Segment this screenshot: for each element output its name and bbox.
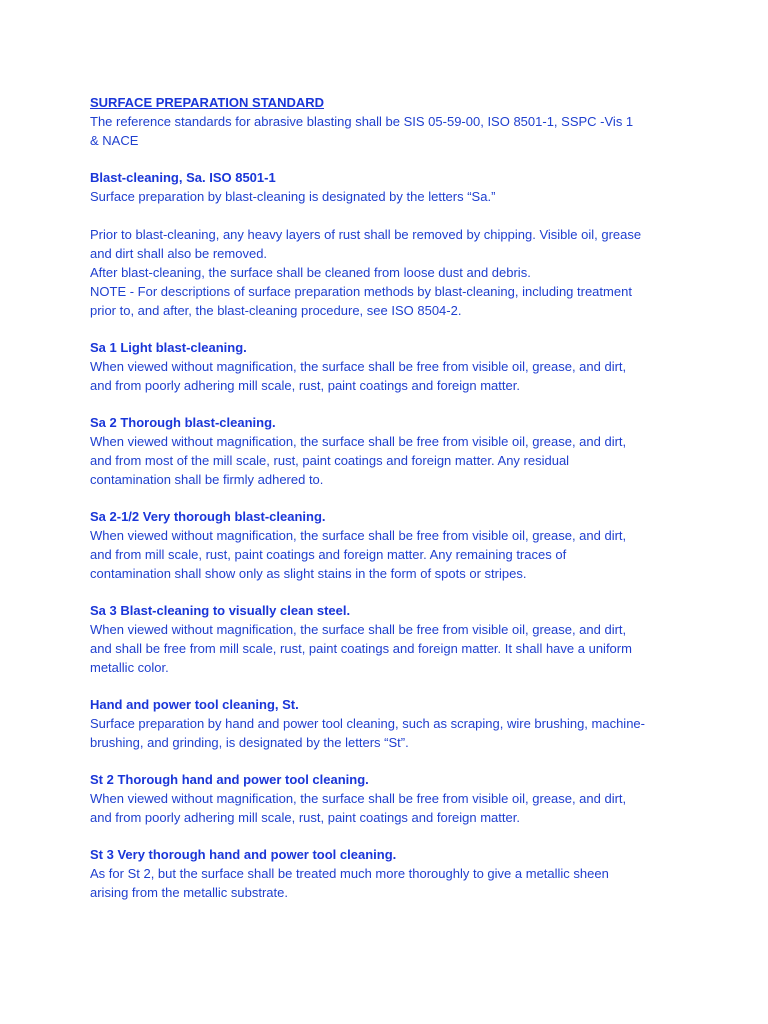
- body-line: When viewed without magnification, the surface shall be free from visible oil, grease, and dirt,: [90, 359, 627, 374]
- intro-line: The reference standards for abrasive blasting shall be SIS 05-59-00, ISO 8501-1, SSPC -Vis 1: [90, 114, 634, 129]
- body-line: and dirt shall also be removed.: [90, 246, 268, 261]
- section-heading: Hand and power tool cleaning, St.: [90, 697, 299, 712]
- body-line: and from poorly adhering mill scale, rust, paint coatings and foreign matter.: [90, 810, 520, 825]
- section-heading: Sa 1 Light blast-cleaning.: [90, 340, 247, 355]
- body-line: brushing, and grinding, is designated by the letters “St”.: [90, 735, 409, 750]
- body-line: Prior to blast-cleaning, any heavy layers of rust shall be removed by chipping. Visible oil, grease: [90, 227, 642, 242]
- body-line: As for St 2, but the surface shall be treated much more thoroughly to give a metallic sheen: [90, 866, 609, 881]
- body-line: After blast-cleaning, the surface shall be cleaned from loose dust and debris.: [90, 265, 531, 280]
- document-title: SURFACE PREPARATION STANDARD: [90, 95, 325, 110]
- body-line: prior to, and after, the blast-cleaning procedure, see ISO 8504-2.: [90, 303, 462, 318]
- section-heading: Sa 3 Blast-cleaning to visually clean steel.: [90, 603, 351, 618]
- body-line: When viewed without magnification, the surface shall be free from visible oil, grease, and dirt,: [90, 622, 627, 637]
- body-line: contamination shall be firmly adhered to.: [90, 472, 324, 487]
- body-line: When viewed without magnification, the surface shall be free from visible oil, grease, and dirt,: [90, 791, 627, 806]
- body-line: Surface preparation by hand and power tool cleaning, such as scraping, wire brushing, machine-: [90, 716, 645, 731]
- body-line: and shall be free from mill scale, rust, paint coatings and foreign matter. It shall have a uniform: [90, 641, 632, 656]
- section-heading: Sa 2 Thorough blast-cleaning.: [90, 415, 276, 430]
- section-heading: St 3 Very thorough hand and power tool cleaning.: [90, 847, 397, 862]
- body-line: NOTE - For descriptions of surface preparation methods by blast-cleaning, including treatment: [90, 284, 632, 299]
- body-line: metallic color.: [90, 660, 169, 675]
- intro-line: & NACE: [90, 133, 139, 148]
- body-line: When viewed without magnification, the surface shall be free from visible oil, grease, and dirt,: [90, 434, 627, 449]
- body-line: contamination shall show only as slight stains in the form of spots or stripes.: [90, 566, 527, 581]
- body-line: Surface preparation by blast-cleaning is designated by the letters “Sa.”: [90, 189, 496, 204]
- section-heading: Blast-cleaning, Sa. ISO 8501-1: [90, 170, 276, 185]
- document-page: [90, 93, 690, 902]
- body-line: arising from the metallic substrate.: [90, 885, 288, 900]
- body-line: When viewed without magnification, the surface shall be free from visible oil, grease, and dirt,: [90, 528, 627, 543]
- section-heading: Sa 2-1/2 Very thorough blast-cleaning.: [90, 509, 326, 524]
- body-line: and from most of the mill scale, rust, paint coatings and foreign matter. Any residual: [90, 453, 570, 468]
- body-line: and from mill scale, rust, paint coatings and foreign matter. Any remaining traces of: [90, 547, 567, 562]
- section-heading: St 2 Thorough hand and power tool cleaning.: [90, 772, 369, 787]
- body-line: and from poorly adhering mill scale, rust, paint coatings and foreign matter.: [90, 378, 520, 393]
